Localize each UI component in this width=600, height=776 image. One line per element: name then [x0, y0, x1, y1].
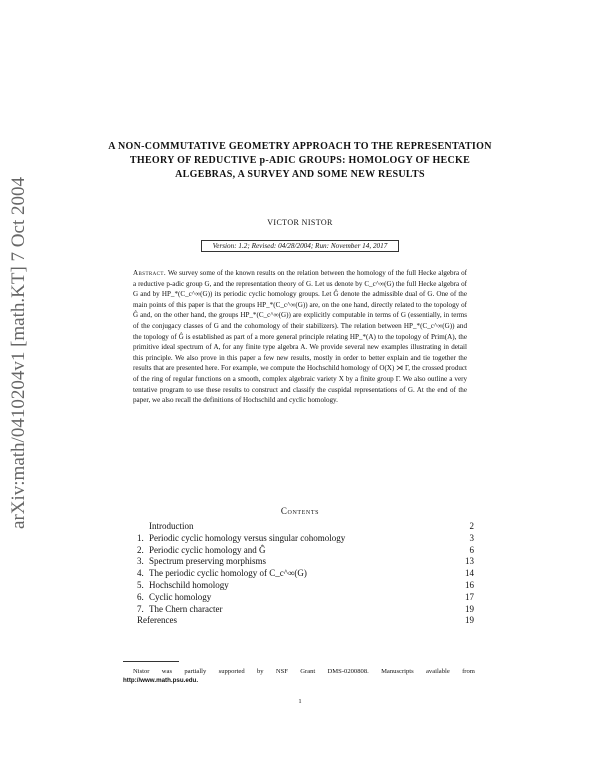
footnote-word: by	[256, 668, 264, 675]
toc-entry[interactable]	[137, 604, 474, 616]
toc-entry-number: 4.	[137, 568, 144, 579]
version-box: Version: 1.2; Revised: 04/28/2004; Run: November 14, 2017	[201, 240, 399, 252]
toc-entry-label: The periodic cyclic homology of C_c^∞(G)	[149, 568, 307, 579]
table-of-contents	[137, 521, 474, 627]
toc-entry[interactable]	[137, 545, 474, 557]
footnote-url-link[interactable]: http://www.math.psu.edu.	[123, 677, 199, 684]
toc-entry-label: Periodic cyclic homology and Ĝ	[149, 544, 266, 555]
toc-entry-label: Introduction	[149, 521, 194, 531]
footnote-word: available	[425, 668, 450, 675]
toc-entry[interactable]	[137, 521, 474, 533]
toc-entry-page: 2	[469, 521, 474, 531]
footnote-word: Manuscripts	[381, 668, 414, 675]
arxiv-identifier-text: arXiv:math/0410204v1 [math.KT] 7 Oct 2004	[8, 177, 29, 529]
abstract-heading: Abstract.	[133, 269, 167, 277]
toc-entry-number: 2.	[137, 544, 144, 555]
toc-entry-page: 19	[465, 615, 474, 626]
footnote-word: Nistor	[133, 668, 150, 675]
footnote	[123, 667, 475, 685]
toc-entry-page: 19	[465, 603, 474, 614]
footnote-word: from	[462, 668, 475, 675]
abstract	[133, 268, 467, 406]
author-name: VICTOR NISTOR	[267, 218, 333, 227]
footnote-rule	[123, 661, 179, 662]
footnote-word: DMS-0200808.	[327, 668, 369, 675]
footnote-word: NSF	[275, 668, 288, 675]
toc-entry-number: 7.	[137, 603, 144, 614]
page-number: 1	[298, 698, 302, 705]
toc-entry-number: 3.	[137, 556, 144, 567]
paper-title: A NON-COMMUTATIVE GEOMETRY APPROACH TO THE REPRESENTATION THEORY OF REDUCTIVE p-ADIC GROUPS: HOMOLOGY OF HECKE ALGEBRAS, A SURVEY AND SOME NEW RESULTS	[108, 141, 492, 180]
toc-entry-label: References	[137, 615, 177, 626]
toc-entry-label: Spectrum preserving morphisms	[149, 556, 266, 567]
toc-entry-page: 13	[465, 556, 474, 567]
toc-entry[interactable]	[137, 615, 474, 627]
toc-entry-number: 6.	[137, 591, 144, 602]
toc-entry[interactable]	[137, 580, 474, 592]
toc-entry[interactable]	[137, 533, 474, 545]
toc-entry-page: 14	[465, 568, 474, 579]
toc-entry-number: 1.	[137, 532, 144, 543]
footnote-word: partially	[184, 668, 207, 675]
arxiv-margin-identifier	[2, 118, 36, 588]
toc-entry[interactable]	[137, 592, 474, 604]
toc-entry-label: Cyclic homology	[149, 591, 212, 602]
toc-entry-page: 17	[465, 591, 474, 602]
toc-entry-page: 6	[469, 544, 474, 555]
footnote-word: was	[161, 668, 173, 675]
toc-entry-label: The Chern character	[149, 603, 223, 614]
toc-entry-number: 5.	[137, 579, 144, 590]
toc-entry-label: Periodic cyclic homology versus singular cohomology	[149, 532, 346, 543]
toc-entry[interactable]	[137, 568, 474, 580]
footnote-line	[123, 667, 475, 676]
footnote-word: Grant	[300, 668, 316, 675]
toc-entry-label: Hochschild homology	[149, 579, 229, 590]
toc-entry-page: 3	[469, 532, 474, 543]
contents-heading: Contents	[280, 506, 320, 516]
toc-entry-page: 16	[465, 579, 474, 590]
abstract-body: We survey some of the known results on the relation between the homology of the full Hecke algebra of a reductive p-adic group G, and the representation theory of G. Let us denote by C_c^∞(G) the full Hecke algebra of G and by HP_*(C_c^∞(G)) its periodic cyclic homology groups. Let Ĝ denote the admissible dual of G. One of the main points of this paper is that the groups HP_*(C_c^∞(G)) are, on the one hand, directly related to the topology of Ĝ and, on the other hand, the groups HP_*(C_c^∞(G)) are explicitly computable in terms of G (essentially, in terms of the conjugacy classes of G and the cohomology of their stabilizers). The relation between HP_*(C_c^∞(G)) and the topology of Ĝ is established as part of a more general principle relating HP_*(A) to the topology of Prim(A), the primitive ideal spectrum of A, for any finite type algebra A. We provide several new examples illustrating in detail this principle. We also prove in this paper a few new results, mostly in order to better explain and tie together the results that are presented here. For example, we compute the Hochschild homology of O(X) ⋊ Γ, the crossed product of the ring of regular functions on a smooth, complex algebraic variety X by a finite group Γ. We also outline a very tentative program to use these results to construct and classify the cuspidal representations of G. At the end of the paper, we also recall the definitions of Hochschild and cyclic homology.	[133, 269, 467, 405]
footnote-word: supported	[218, 668, 245, 675]
toc-entry[interactable]	[137, 556, 474, 568]
